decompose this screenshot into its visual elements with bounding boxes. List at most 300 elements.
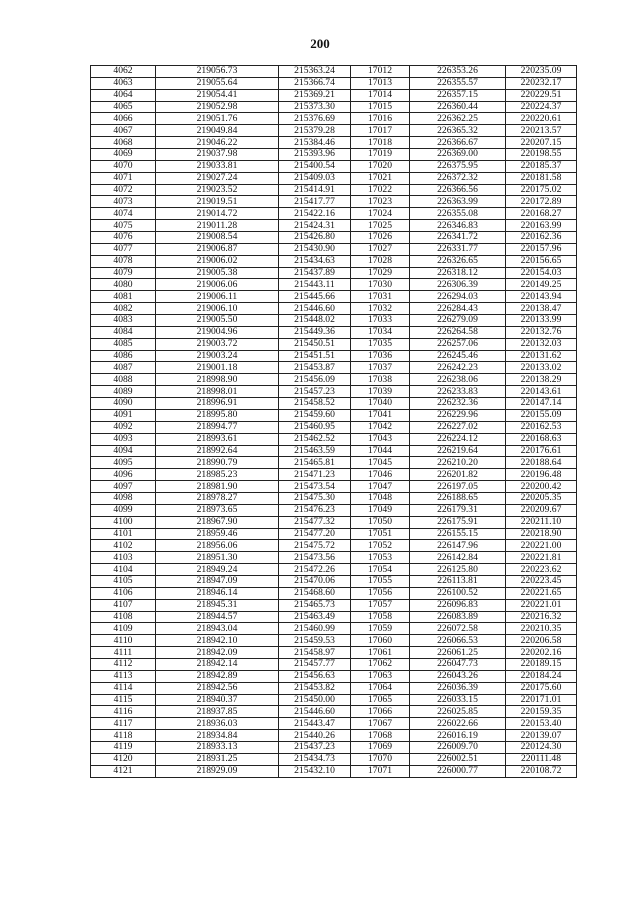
cell-point-id-a: 4085	[91, 338, 156, 350]
cell-x-coordinate-a: 218929.09	[156, 765, 279, 777]
cell-y-coordinate-a: 215475.72	[279, 540, 351, 552]
cell-point-id-b: 17022	[351, 184, 410, 196]
cell-point-id-a: 4099	[91, 504, 156, 516]
cell-x-coordinate-b: 226318.12	[410, 267, 506, 279]
table-row	[91, 315, 577, 327]
cell-x-coordinate-a: 219006.87	[156, 243, 279, 255]
table-row	[91, 208, 577, 220]
cell-y-coordinate-a: 215457.77	[279, 658, 351, 670]
cell-point-id-a: 4101	[91, 528, 156, 540]
cell-x-coordinate-a: 219001.18	[156, 362, 279, 374]
cell-y-coordinate-a: 215477.20	[279, 528, 351, 540]
cell-point-id-a: 4082	[91, 303, 156, 315]
cell-y-coordinate-a: 215448.02	[279, 315, 351, 327]
cell-point-id-a: 4104	[91, 564, 156, 576]
cell-point-id-b: 17043	[351, 433, 410, 445]
cell-x-coordinate-a: 219006.10	[156, 303, 279, 315]
table-row	[91, 504, 577, 516]
cell-point-id-b: 17040	[351, 398, 410, 410]
cell-x-coordinate-b: 226072.58	[410, 623, 506, 635]
cell-y-coordinate-a: 215459.53	[279, 635, 351, 647]
cell-x-coordinate-b: 226257.06	[410, 338, 506, 350]
cell-y-coordinate-a: 215453.82	[279, 682, 351, 694]
cell-point-id-a: 4102	[91, 540, 156, 552]
cell-x-coordinate-a: 219027.24	[156, 172, 279, 184]
cell-point-id-b: 17021	[351, 172, 410, 184]
table-row	[91, 77, 577, 89]
cell-point-id-b: 17042	[351, 421, 410, 433]
cell-y-coordinate-a: 215422.16	[279, 208, 351, 220]
cell-point-id-b: 17033	[351, 315, 410, 327]
cell-x-coordinate-b: 226227.02	[410, 421, 506, 433]
cell-point-id-a: 4111	[91, 647, 156, 659]
cell-point-id-a: 4103	[91, 552, 156, 564]
cell-y-coordinate-b: 220206.58	[506, 635, 577, 647]
cell-x-coordinate-b: 226264.58	[410, 326, 506, 338]
cell-y-coordinate-a: 215460.99	[279, 623, 351, 635]
table-row	[91, 101, 577, 113]
cell-point-id-b: 17044	[351, 445, 410, 457]
cell-y-coordinate-b: 220124.30	[506, 741, 577, 753]
table-row	[91, 113, 577, 125]
table-row	[91, 374, 577, 386]
cell-x-coordinate-a: 218947.09	[156, 575, 279, 587]
cell-point-id-b: 17039	[351, 386, 410, 398]
cell-x-coordinate-b: 226016.19	[410, 730, 506, 742]
cell-y-coordinate-b: 220196.48	[506, 469, 577, 481]
table-row	[91, 398, 577, 410]
cell-x-coordinate-a: 218994.77	[156, 421, 279, 433]
cell-point-id-b: 17041	[351, 409, 410, 421]
cell-y-coordinate-b: 220213.57	[506, 125, 577, 137]
table-row	[91, 647, 577, 659]
cell-x-coordinate-a: 219011.28	[156, 220, 279, 232]
cell-point-id-b: 17026	[351, 232, 410, 244]
cell-y-coordinate-b: 220138.47	[506, 303, 577, 315]
cell-x-coordinate-a: 218945.31	[156, 599, 279, 611]
cell-x-coordinate-a: 219003.24	[156, 350, 279, 362]
cell-y-coordinate-a: 215426.80	[279, 232, 351, 244]
cell-x-coordinate-b: 226155.15	[410, 528, 506, 540]
table-row	[91, 66, 577, 78]
cell-y-coordinate-a: 215456.63	[279, 670, 351, 682]
cell-y-coordinate-b: 220172.89	[506, 196, 577, 208]
cell-y-coordinate-b: 220132.03	[506, 338, 577, 350]
cell-y-coordinate-a: 215463.59	[279, 445, 351, 457]
cell-y-coordinate-a: 215453.87	[279, 362, 351, 374]
cell-point-id-b: 17020	[351, 160, 410, 172]
cell-y-coordinate-b: 220189.15	[506, 658, 577, 670]
cell-y-coordinate-b: 220221.65	[506, 587, 577, 599]
cell-y-coordinate-b: 220205.35	[506, 492, 577, 504]
cell-y-coordinate-b: 220221.81	[506, 552, 577, 564]
cell-x-coordinate-b: 226366.56	[410, 184, 506, 196]
cell-x-coordinate-b: 226066.53	[410, 635, 506, 647]
cell-y-coordinate-a: 215473.56	[279, 552, 351, 564]
cell-x-coordinate-a: 218956.06	[156, 540, 279, 552]
cell-y-coordinate-a: 215457.23	[279, 386, 351, 398]
cell-y-coordinate-a: 215465.73	[279, 599, 351, 611]
coordinates-table-body	[91, 66, 577, 778]
cell-x-coordinate-b: 226113.81	[410, 575, 506, 587]
cell-point-id-b: 17018	[351, 137, 410, 149]
cell-point-id-b: 17062	[351, 658, 410, 670]
cell-y-coordinate-a: 215432.10	[279, 765, 351, 777]
cell-y-coordinate-a: 215443.11	[279, 279, 351, 291]
cell-y-coordinate-a: 215409.03	[279, 172, 351, 184]
cell-y-coordinate-b: 220153.40	[506, 718, 577, 730]
cell-point-id-a: 4113	[91, 670, 156, 682]
table-row	[91, 232, 577, 244]
cell-point-id-b: 17067	[351, 718, 410, 730]
cell-y-coordinate-b: 220147.14	[506, 398, 577, 410]
cell-point-id-a: 4091	[91, 409, 156, 421]
cell-point-id-a: 4075	[91, 220, 156, 232]
cell-point-id-b: 17048	[351, 492, 410, 504]
cell-point-id-b: 17030	[351, 279, 410, 291]
table-row	[91, 291, 577, 303]
cell-x-coordinate-b: 226369.00	[410, 149, 506, 161]
cell-y-coordinate-b: 220202.16	[506, 647, 577, 659]
table-row	[91, 599, 577, 611]
cell-x-coordinate-b: 226306.39	[410, 279, 506, 291]
cell-y-coordinate-b: 220200.42	[506, 481, 577, 493]
cell-point-id-a: 4068	[91, 137, 156, 149]
cell-y-coordinate-b: 220155.09	[506, 409, 577, 421]
cell-y-coordinate-b: 220198.55	[506, 149, 577, 161]
cell-x-coordinate-b: 226036.39	[410, 682, 506, 694]
cell-point-id-b: 17054	[351, 564, 410, 576]
cell-y-coordinate-a: 215366.74	[279, 77, 351, 89]
cell-x-coordinate-a: 218967.90	[156, 516, 279, 528]
cell-point-id-b: 17034	[351, 326, 410, 338]
cell-x-coordinate-a: 218936.03	[156, 718, 279, 730]
table-row	[91, 338, 577, 350]
cell-x-coordinate-b: 226294.03	[410, 291, 506, 303]
cell-x-coordinate-b: 226363.99	[410, 196, 506, 208]
cell-x-coordinate-a: 218946.14	[156, 587, 279, 599]
cell-x-coordinate-a: 218985.23	[156, 469, 279, 481]
cell-y-coordinate-b: 220163.99	[506, 220, 577, 232]
cell-y-coordinate-a: 215379.28	[279, 125, 351, 137]
table-row	[91, 220, 577, 232]
cell-x-coordinate-a: 219006.06	[156, 279, 279, 291]
cell-point-id-a: 4118	[91, 730, 156, 742]
table-row	[91, 481, 577, 493]
cell-x-coordinate-a: 218937.85	[156, 706, 279, 718]
table-row	[91, 753, 577, 765]
cell-y-coordinate-b: 220235.09	[506, 66, 577, 78]
cell-point-id-b: 17012	[351, 66, 410, 78]
table-row	[91, 706, 577, 718]
cell-y-coordinate-a: 215437.23	[279, 741, 351, 753]
cell-point-id-b: 17057	[351, 599, 410, 611]
cell-x-coordinate-b: 226175.91	[410, 516, 506, 528]
cell-y-coordinate-a: 215462.52	[279, 433, 351, 445]
cell-x-coordinate-b: 226188.65	[410, 492, 506, 504]
cell-x-coordinate-b: 226341.72	[410, 232, 506, 244]
cell-point-id-b: 17015	[351, 101, 410, 113]
table-row	[91, 623, 577, 635]
cell-x-coordinate-a: 218992.64	[156, 445, 279, 457]
cell-y-coordinate-a: 215471.23	[279, 469, 351, 481]
cell-point-id-b: 17070	[351, 753, 410, 765]
table-row	[91, 433, 577, 445]
cell-point-id-a: 4089	[91, 386, 156, 398]
cell-point-id-a: 4084	[91, 326, 156, 338]
table-row	[91, 457, 577, 469]
cell-x-coordinate-b: 226125.80	[410, 564, 506, 576]
cell-y-coordinate-b: 220143.94	[506, 291, 577, 303]
cell-y-coordinate-a: 215458.97	[279, 647, 351, 659]
table-row	[91, 658, 577, 670]
cell-point-id-a: 4081	[91, 291, 156, 303]
cell-x-coordinate-a: 219008.54	[156, 232, 279, 244]
cell-x-coordinate-b: 226355.57	[410, 77, 506, 89]
table-row	[91, 741, 577, 753]
cell-point-id-a: 4071	[91, 172, 156, 184]
cell-y-coordinate-a: 215437.89	[279, 267, 351, 279]
cell-x-coordinate-a: 219003.72	[156, 338, 279, 350]
cell-x-coordinate-b: 226083.89	[410, 611, 506, 623]
cell-point-id-a: 4093	[91, 433, 156, 445]
table-row	[91, 516, 577, 528]
cell-point-id-a: 4116	[91, 706, 156, 718]
table-row	[91, 267, 577, 279]
cell-y-coordinate-b: 220139.07	[506, 730, 577, 742]
cell-point-id-a: 4100	[91, 516, 156, 528]
cell-y-coordinate-b: 220221.01	[506, 599, 577, 611]
cell-y-coordinate-a: 215468.60	[279, 587, 351, 599]
table-row	[91, 730, 577, 742]
cell-point-id-a: 4062	[91, 66, 156, 78]
cell-point-id-b: 17060	[351, 635, 410, 647]
cell-point-id-b: 17029	[351, 267, 410, 279]
cell-point-id-a: 4073	[91, 196, 156, 208]
cell-x-coordinate-a: 219049.84	[156, 125, 279, 137]
cell-point-id-a: 4070	[91, 160, 156, 172]
cell-y-coordinate-b: 220216.32	[506, 611, 577, 623]
cell-x-coordinate-b: 226224.12	[410, 433, 506, 445]
cell-point-id-b: 17017	[351, 125, 410, 137]
table-row	[91, 540, 577, 552]
table-row	[91, 765, 577, 777]
cell-y-coordinate-a: 215400.54	[279, 160, 351, 172]
cell-x-coordinate-a: 218981.90	[156, 481, 279, 493]
cell-point-id-b: 17069	[351, 741, 410, 753]
cell-y-coordinate-a: 215465.81	[279, 457, 351, 469]
cell-x-coordinate-b: 226047.73	[410, 658, 506, 670]
cell-x-coordinate-b: 226375.95	[410, 160, 506, 172]
cell-y-coordinate-a: 215458.52	[279, 398, 351, 410]
table-row	[91, 409, 577, 421]
cell-point-id-b: 17023	[351, 196, 410, 208]
cell-x-coordinate-a: 218942.56	[156, 682, 279, 694]
cell-point-id-b: 17061	[351, 647, 410, 659]
cell-y-coordinate-b: 220223.62	[506, 564, 577, 576]
cell-point-id-b: 17013	[351, 77, 410, 89]
cell-y-coordinate-b: 220162.36	[506, 232, 577, 244]
cell-x-coordinate-b: 226000.77	[410, 765, 506, 777]
cell-point-id-a: 4080	[91, 279, 156, 291]
cell-y-coordinate-b: 220171.01	[506, 694, 577, 706]
table-row	[91, 575, 577, 587]
table-row	[91, 243, 577, 255]
cell-y-coordinate-a: 215470.06	[279, 575, 351, 587]
cell-x-coordinate-b: 226233.83	[410, 386, 506, 398]
cell-x-coordinate-b: 226002.51	[410, 753, 506, 765]
cell-x-coordinate-b: 226210.20	[410, 457, 506, 469]
cell-point-id-b: 17068	[351, 730, 410, 742]
cell-y-coordinate-b: 220176.61	[506, 445, 577, 457]
table-row	[91, 635, 577, 647]
table-row	[91, 445, 577, 457]
cell-y-coordinate-a: 215373.30	[279, 101, 351, 113]
cell-point-id-b: 17058	[351, 611, 410, 623]
cell-x-coordinate-b: 226242.23	[410, 362, 506, 374]
cell-point-id-b: 17031	[351, 291, 410, 303]
table-row	[91, 386, 577, 398]
cell-point-id-a: 4087	[91, 362, 156, 374]
cell-y-coordinate-a: 215473.54	[279, 481, 351, 493]
cell-point-id-b: 17065	[351, 694, 410, 706]
table-row	[91, 303, 577, 315]
cell-point-id-a: 4077	[91, 243, 156, 255]
table-row	[91, 469, 577, 481]
cell-x-coordinate-a: 218934.84	[156, 730, 279, 742]
cell-y-coordinate-b: 220168.27	[506, 208, 577, 220]
table-row	[91, 528, 577, 540]
cell-x-coordinate-a: 219033.81	[156, 160, 279, 172]
cell-point-id-a: 4076	[91, 232, 156, 244]
cell-x-coordinate-a: 218940.37	[156, 694, 279, 706]
cell-y-coordinate-a: 215424.31	[279, 220, 351, 232]
cell-point-id-a: 4064	[91, 89, 156, 101]
table-row	[91, 670, 577, 682]
cell-point-id-b: 17019	[351, 149, 410, 161]
cell-x-coordinate-b: 226357.15	[410, 89, 506, 101]
cell-x-coordinate-a: 218993.61	[156, 433, 279, 445]
cell-point-id-a: 4094	[91, 445, 156, 457]
cell-x-coordinate-b: 226219.64	[410, 445, 506, 457]
cell-x-coordinate-b: 226009.70	[410, 741, 506, 753]
cell-x-coordinate-a: 219037.98	[156, 149, 279, 161]
table-row	[91, 279, 577, 291]
cell-y-coordinate-a: 215450.51	[279, 338, 351, 350]
cell-point-id-b: 17050	[351, 516, 410, 528]
cell-y-coordinate-a: 215460.95	[279, 421, 351, 433]
cell-y-coordinate-b: 220185.37	[506, 160, 577, 172]
cell-point-id-a: 4105	[91, 575, 156, 587]
cell-x-coordinate-a: 219054.41	[156, 89, 279, 101]
table-row	[91, 350, 577, 362]
cell-y-coordinate-a: 215463.49	[279, 611, 351, 623]
cell-y-coordinate-b: 220175.60	[506, 682, 577, 694]
cell-point-id-b: 17055	[351, 575, 410, 587]
cell-point-id-a: 4078	[91, 255, 156, 267]
cell-x-coordinate-b: 226372.32	[410, 172, 506, 184]
cell-y-coordinate-a: 215459.60	[279, 409, 351, 421]
cell-point-id-b: 17049	[351, 504, 410, 516]
cell-point-id-b: 17066	[351, 706, 410, 718]
cell-y-coordinate-b: 220154.03	[506, 267, 577, 279]
cell-x-coordinate-b: 226096.83	[410, 599, 506, 611]
cell-y-coordinate-b: 220232.17	[506, 77, 577, 89]
cell-x-coordinate-a: 218942.10	[156, 635, 279, 647]
cell-point-id-b: 17053	[351, 552, 410, 564]
cell-x-coordinate-b: 226238.06	[410, 374, 506, 386]
cell-y-coordinate-a: 215449.36	[279, 326, 351, 338]
cell-x-coordinate-b: 226179.31	[410, 504, 506, 516]
cell-x-coordinate-a: 218973.65	[156, 504, 279, 516]
cell-point-id-a: 4063	[91, 77, 156, 89]
cell-point-id-b: 17028	[351, 255, 410, 267]
cell-y-coordinate-b: 220181.58	[506, 172, 577, 184]
cell-point-id-b: 17071	[351, 765, 410, 777]
cell-x-coordinate-b: 226346.83	[410, 220, 506, 232]
cell-point-id-a: 4115	[91, 694, 156, 706]
cell-point-id-a: 4120	[91, 753, 156, 765]
cell-point-id-a: 4096	[91, 469, 156, 481]
cell-x-coordinate-a: 218978.27	[156, 492, 279, 504]
cell-y-coordinate-a: 215384.46	[279, 137, 351, 149]
cell-y-coordinate-b: 220131.62	[506, 350, 577, 362]
table-row	[91, 89, 577, 101]
cell-y-coordinate-b: 220229.51	[506, 89, 577, 101]
cell-x-coordinate-a: 219006.02	[156, 255, 279, 267]
cell-x-coordinate-a: 218998.01	[156, 386, 279, 398]
cell-x-coordinate-b: 226061.25	[410, 647, 506, 659]
cell-x-coordinate-a: 218942.89	[156, 670, 279, 682]
cell-y-coordinate-b: 220159.35	[506, 706, 577, 718]
cell-point-id-b: 17056	[351, 587, 410, 599]
table-row	[91, 184, 577, 196]
cell-point-id-a: 4112	[91, 658, 156, 670]
cell-point-id-b: 17059	[351, 623, 410, 635]
cell-point-id-a: 4065	[91, 101, 156, 113]
table-row	[91, 137, 577, 149]
cell-point-id-a: 4092	[91, 421, 156, 433]
cell-point-id-b: 17036	[351, 350, 410, 362]
table-row	[91, 682, 577, 694]
cell-x-coordinate-b: 226284.43	[410, 303, 506, 315]
cell-x-coordinate-a: 218951.30	[156, 552, 279, 564]
cell-y-coordinate-a: 215434.63	[279, 255, 351, 267]
cell-y-coordinate-b: 220207.15	[506, 137, 577, 149]
cell-point-id-a: 4066	[91, 113, 156, 125]
cell-y-coordinate-a: 215417.77	[279, 196, 351, 208]
cell-y-coordinate-b: 220143.61	[506, 386, 577, 398]
cell-x-coordinate-a: 219056.73	[156, 66, 279, 78]
cell-x-coordinate-a: 219014.72	[156, 208, 279, 220]
table-row	[91, 694, 577, 706]
cell-x-coordinate-b: 226025.85	[410, 706, 506, 718]
cell-point-id-b: 17027	[351, 243, 410, 255]
cell-y-coordinate-a: 215450.00	[279, 694, 351, 706]
cell-x-coordinate-a: 218943.04	[156, 623, 279, 635]
cell-point-id-b: 17014	[351, 89, 410, 101]
cell-x-coordinate-a: 218996.91	[156, 398, 279, 410]
cell-y-coordinate-b: 220175.02	[506, 184, 577, 196]
cell-y-coordinate-a: 215446.60	[279, 303, 351, 315]
cell-y-coordinate-a: 215363.24	[279, 66, 351, 78]
cell-point-id-a: 4108	[91, 611, 156, 623]
cell-x-coordinate-a: 218933.13	[156, 741, 279, 753]
cell-x-coordinate-b: 226197.05	[410, 481, 506, 493]
cell-point-id-b: 17063	[351, 670, 410, 682]
cell-x-coordinate-b: 226360.44	[410, 101, 506, 113]
cell-x-coordinate-b: 226326.65	[410, 255, 506, 267]
